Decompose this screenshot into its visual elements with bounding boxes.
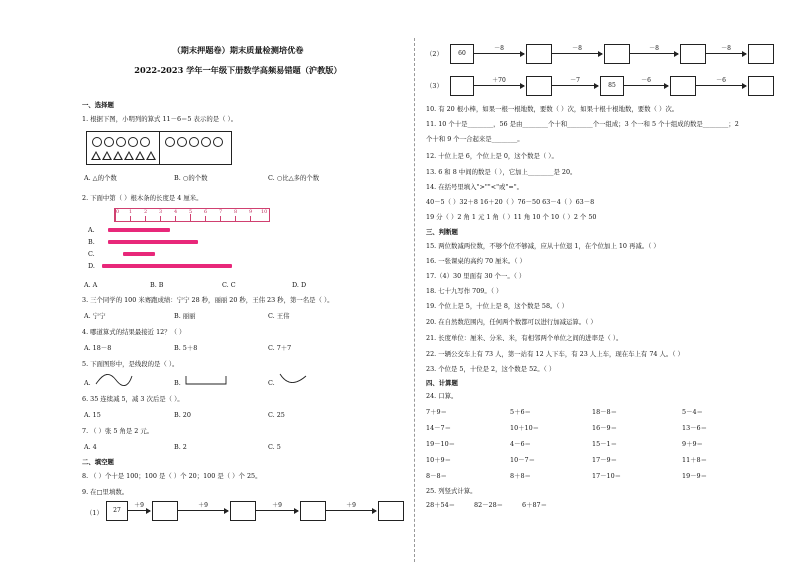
question-19: 19. 个位上是 5，十位上是 8，这个数是 58。（ ） — [426, 302, 569, 310]
calc-item: 15－1＝ — [592, 440, 617, 448]
ruler-tick — [250, 216, 251, 221]
q2-option-d: D. D — [292, 281, 307, 289]
chain3-op-3: －6 — [641, 77, 651, 84]
arrow-icon — [624, 85, 668, 86]
vertical-calc-item: 28＋54＝ — [426, 501, 456, 509]
chain2-label: （2） — [426, 50, 443, 58]
q5-option-b: B. — [174, 379, 181, 387]
q6-option-c: C. 25 — [268, 411, 285, 419]
chain1-label: （1） — [86, 509, 103, 517]
question-11-cont: 个十和 9 个一合起来是________。 — [426, 135, 524, 143]
calc-item: 18－8＝ — [592, 408, 617, 416]
chain1-answer-box[interactable] — [152, 501, 178, 521]
bar-label-b: B. — [88, 238, 95, 246]
question-18: 18. 七十九写作 709。（ ） — [426, 287, 503, 295]
chain2-op-2: －8 — [572, 45, 582, 52]
question-5: 5. 下面图形中，是线段的是（ ）。 — [82, 360, 179, 368]
chain3-label: （3） — [426, 82, 443, 90]
circle-icon — [189, 137, 199, 147]
arrow-icon — [128, 510, 150, 511]
q2-option-a: A. A — [84, 281, 98, 289]
q3-option-a: A. 宁宁 — [84, 312, 106, 320]
question-12: 12. 十位上是 6，个位上是 0，这个数是（ ）。 — [426, 152, 558, 160]
calc-item: 19－9＝ — [682, 472, 707, 480]
question-20: 20. 在自然数范围内，任何两个数都可以进行加减运算。（ ） — [426, 318, 597, 326]
segment-figure — [184, 374, 228, 386]
chain2-answer-box[interactable] — [748, 44, 774, 64]
calc-item: 10＋10＝ — [510, 424, 540, 432]
left-column — [78, 0, 398, 562]
chain1-op-3: ＋9 — [272, 502, 282, 509]
q14-row-2: 19 分（ ）2 角 1 元 1 角（ ）11 角 10 个 10（ ）2 个 50 — [426, 213, 597, 221]
question-6: 6. 35 连续减 5，减 3 次后是（ ）。 — [82, 395, 184, 403]
calc-item: 9＋9＝ — [682, 440, 703, 448]
chain2-op-1: －8 — [494, 45, 504, 52]
circle-icon — [92, 137, 102, 147]
circle-icon — [128, 137, 138, 147]
calc-item: 17－10＝ — [592, 472, 622, 480]
vertical-calc-item: 82－28＝ — [474, 501, 504, 509]
section-choice: 一、选择题 — [82, 101, 114, 109]
chain3-answer-box[interactable] — [450, 76, 474, 96]
calc-item: 17－9＝ — [592, 456, 617, 464]
question-23: 23. 个位是 5，十位是 2，这个数是 52。（ ） — [426, 365, 556, 373]
chain1-op-1: ＋9 — [134, 502, 144, 509]
arrow-icon — [326, 510, 376, 511]
calc-item: 19－10＝ — [426, 440, 456, 448]
arc-figure — [278, 372, 308, 388]
q3-option-b: B. 丽丽 — [174, 312, 196, 320]
chain1-start-box: 27 — [106, 501, 128, 521]
ruler-tick — [130, 216, 131, 221]
ruler-tick — [220, 216, 221, 221]
chain2-answer-box[interactable] — [526, 44, 552, 64]
circles-triangles-figure — [86, 131, 232, 165]
q6-option-a: A. 15 — [84, 411, 101, 419]
ruler-number: 8 — [234, 209, 238, 215]
wood-bar-c — [123, 252, 155, 256]
ruler-figure — [114, 208, 270, 222]
q7-option-b: B. 2 — [174, 443, 187, 451]
circle-icon — [201, 137, 211, 147]
question-10: 10. 有 20 根小棒，如果一根一根地数，要数（ ）次，如果十根十根地数，要数（ ）次。 — [426, 105, 679, 113]
chain1-op-4: ＋9 — [346, 502, 356, 509]
chain1-answer-box[interactable] — [378, 501, 404, 521]
circle-icon — [165, 137, 175, 147]
calc-item: 8＋8＝ — [510, 472, 531, 480]
q4-option-b: B. 5＋8 — [174, 344, 198, 352]
q2-option-c: C. C — [222, 281, 236, 289]
circle-icon — [140, 137, 150, 147]
calc-item: 5－4＝ — [682, 408, 703, 416]
circle-icon — [116, 137, 126, 147]
section-fill: 二、填空题 — [82, 458, 114, 466]
triangle-icon — [113, 151, 123, 160]
question-8: 8. （ ）个十是 100；100 是（ ）个 20；100 是（ ）个 25。 — [82, 472, 262, 480]
chain3-op-1: ＋70 — [492, 77, 506, 84]
question-2: 2. 下面中第（ ）根木条的长度是 4 厘米。 — [82, 194, 203, 202]
question-17: 17.（4）30 里面有 30 个一。（ ） — [426, 272, 526, 280]
ruler-tick — [205, 216, 206, 221]
wood-bar-b — [108, 240, 198, 244]
arrow-icon — [474, 53, 524, 54]
calc-item: 13－6＝ — [682, 424, 707, 432]
ruler-number: 1 — [129, 209, 133, 215]
arrow-icon — [474, 85, 524, 86]
q5-option-c: C. — [268, 379, 275, 387]
section-calc: 四、计算题 — [426, 379, 458, 387]
arrow-icon — [256, 510, 298, 511]
ruler-number: 9 — [249, 209, 253, 215]
question-15: 15. 两位数减两位数，不够个位不够减，应从十位退 1，在个位加上 10 再减。（ ） — [426, 242, 660, 250]
q5-option-a: A. — [84, 379, 91, 387]
ruler-number: 6 — [204, 209, 208, 215]
calc-item: 5＋6＝ — [510, 408, 531, 416]
circle-icon — [177, 137, 187, 147]
q3-option-c: C. 王伟 — [268, 312, 290, 320]
q7-option-c: C. 5 — [268, 443, 281, 451]
q1-option-b: B. ○的个数 — [174, 174, 208, 182]
ruler-tick — [190, 214, 191, 221]
bar-label-d: D. — [88, 262, 95, 270]
question-22: 22. 一辆公交车上有 73 人，第一站有 12 人下车，有 23 人上车，现在车上有 74 人。（ ） — [426, 350, 684, 358]
calc-item: 8－8＝ — [426, 472, 447, 480]
arrow-icon — [696, 85, 746, 86]
ruler-tick — [175, 216, 176, 221]
arrow-icon — [552, 85, 598, 86]
bar-label-a: A. — [88, 226, 95, 234]
ruler-number: 3 — [159, 209, 163, 215]
wood-bar-d — [102, 264, 232, 268]
vertical-calc-item: 6＋87＝ — [522, 501, 547, 509]
calc-item: 10＋9＝ — [426, 456, 451, 464]
ruler-number: 2 — [144, 209, 148, 215]
figure-divider — [159, 132, 160, 164]
column-divider — [414, 38, 415, 562]
calc-item: 11＋8＝ — [682, 456, 707, 464]
arrow-icon — [178, 510, 228, 511]
exam-title: （期末押题卷）期末质量检测培优卷 — [172, 45, 304, 55]
ruler-number: 7 — [219, 209, 223, 215]
chain3-op-2: －7 — [570, 77, 580, 84]
ruler-number: 10 — [261, 209, 268, 215]
question-14: 14. 在括号里填入">""<"或"="。 — [426, 183, 524, 191]
chain3-answer-box[interactable] — [526, 76, 552, 96]
question-9: 9. 在□里填数。 — [82, 488, 129, 496]
chain2-answer-box[interactable] — [680, 44, 706, 64]
calc-item: 4－6＝ — [510, 440, 531, 448]
bar-label-c: C. — [88, 250, 95, 258]
ruler-number: 5 — [189, 209, 193, 215]
wood-bar-a — [108, 228, 170, 232]
question-21: 21. 长度单位：厘米、分米、米，有相邻两个单位之间的进率是（ ）。 — [426, 334, 623, 342]
question-16: 16. 一张课桌的高约 70 厘米。（ ） — [426, 257, 526, 265]
ruler-number: 4 — [174, 209, 178, 215]
chain3-given-box: 85 — [600, 76, 624, 96]
question-7: 7. （ ）张 5 角是 2 元。 — [82, 427, 154, 435]
chain2-answer-box[interactable] — [604, 44, 630, 64]
question-1: 1. 根据下图，小明列的算式 11－6＝5 表示的是（ ）。 — [82, 115, 238, 123]
exam-subtitle: 2022-2023 学年一年级下册数学高频易错题（沪教版） — [134, 65, 342, 75]
question-24: 24. 口算。 — [426, 392, 458, 400]
q14-row-1: 40－5（ ）32＋8 16＋20（ ）76－50 63－4（ ）63－8 — [426, 198, 595, 206]
q1-option-a: A. △的个数 — [84, 174, 117, 182]
chain2-op-3: －8 — [649, 45, 659, 52]
question-11: 11. 10 个十是________，56 是由________个十和________个一组成；3 个一和 5 个十组成的数是________；2 — [426, 120, 739, 128]
curve-figure — [94, 372, 134, 388]
ruler-tick — [145, 216, 146, 221]
q4-option-c: C. 7＋7 — [268, 344, 292, 352]
triangle-icon — [146, 151, 156, 160]
q1-option-c: C. ○比△多的个数 — [268, 174, 320, 182]
chain1-answer-box[interactable] — [230, 501, 256, 521]
chain1-op-2: ＋9 — [198, 502, 208, 509]
question-3: 3. 三个同学的 100 米赛跑成绩：宁宁 28 秒，丽丽 20 秒，王伟 23 秒，第一名是（ ）。 — [82, 296, 334, 304]
q7-option-a: A. 4 — [84, 443, 97, 451]
arrow-icon — [552, 53, 602, 54]
ruler-tick — [160, 216, 161, 221]
chain2-start-box: 60 — [450, 44, 474, 64]
triangle-icon — [102, 151, 112, 160]
question-25: 25. 列竖式计算。 — [426, 487, 477, 495]
question-4: 4. 哪道算式的结果最接近 12？（ ） — [82, 328, 186, 336]
section-judge: 三、判断题 — [426, 228, 458, 236]
circle-icon — [104, 137, 114, 147]
ruler-number: 0 — [116, 209, 120, 215]
q2-option-b: B. B — [150, 281, 164, 289]
ruler-tick — [235, 216, 236, 221]
triangle-icon — [91, 151, 101, 160]
arrow-icon — [706, 53, 746, 54]
circle-icon — [213, 137, 223, 147]
question-13: 13. 6 和 8 中间的数是（ ），它加上________是 20。 — [426, 168, 577, 176]
calc-item: 16－9＝ — [592, 424, 617, 432]
chain1-answer-box[interactable] — [300, 501, 326, 521]
triangle-icon — [135, 151, 145, 160]
chain2-op-4: －8 — [721, 45, 731, 52]
calc-item: 7＋9＝ — [426, 408, 447, 416]
chain3-answer-box[interactable] — [670, 76, 696, 96]
chain3-answer-box[interactable] — [748, 76, 774, 96]
chain3-op-4: －6 — [716, 77, 726, 84]
calc-item: 14－7＝ — [426, 424, 451, 432]
triangle-icon — [124, 151, 134, 160]
arrow-icon — [630, 53, 678, 54]
q4-option-a: A. 18－8 — [84, 344, 112, 352]
right-column — [422, 0, 774, 562]
q6-option-b: B. 20 — [174, 411, 191, 419]
calc-item: 10－7＝ — [510, 456, 535, 464]
